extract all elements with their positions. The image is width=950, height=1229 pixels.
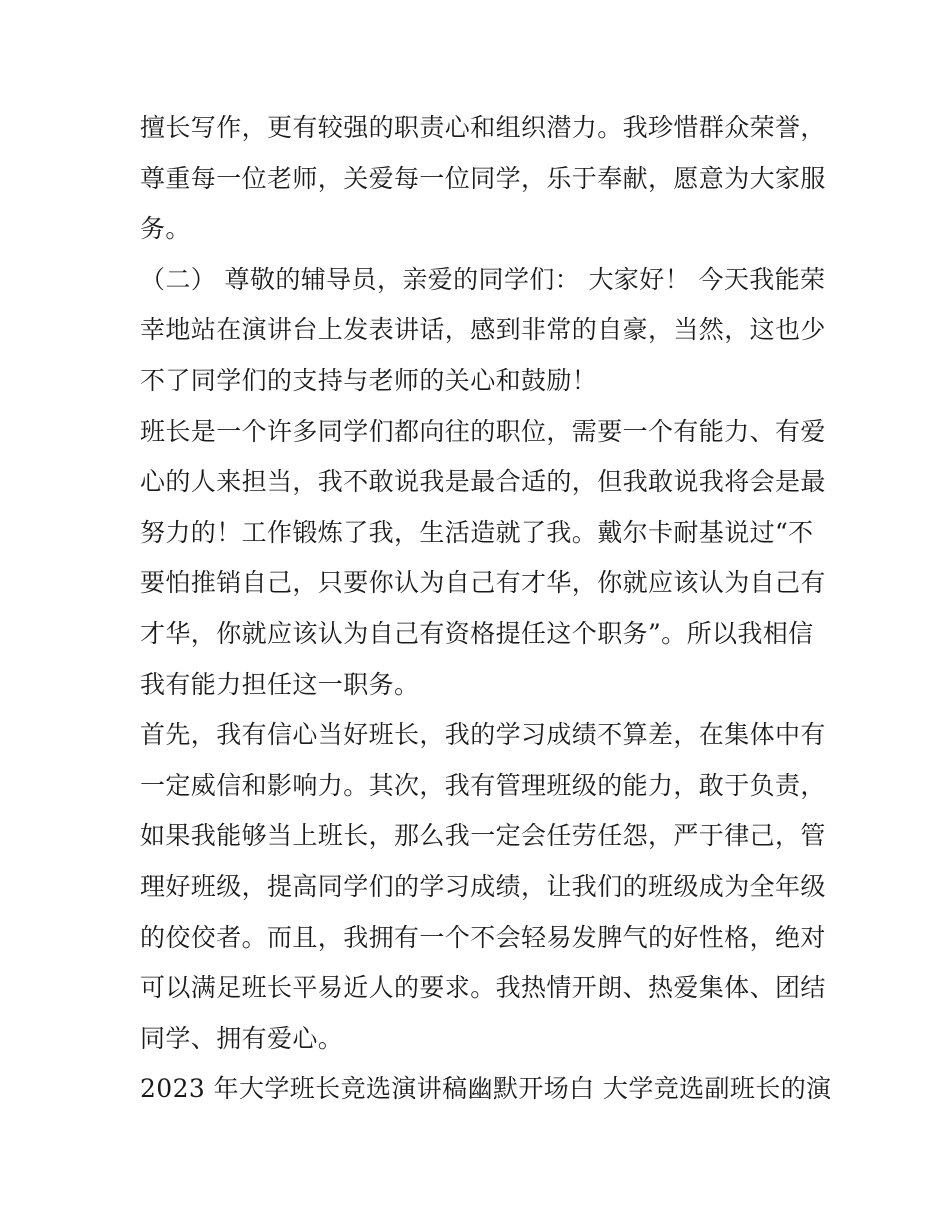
text-line: 要怕推销自己，只要你认为自己有才华，你就应该认为自己有: [140, 568, 826, 598]
text-line: 理好班级，提高同学们的学习成绩，让我们的班级成为全年级: [140, 871, 826, 901]
text-line: 心的人来担当，我不敢说我是最合适的，但我敢说我将会是最: [140, 467, 826, 497]
text-line: 2023 年大学班长竞选演讲稿幽默开场白 大学竞选副班长的演: [140, 1074, 832, 1104]
text-line: 同学、拥有爱心。: [140, 1023, 344, 1053]
text-line: 不了同学们的支持与老师的关心和鼓励！: [140, 365, 598, 395]
text-line: 务。: [140, 214, 191, 244]
text-line: 尊重每一位老师，关爱每一位同学，乐于奉献，愿意为大家服: [140, 163, 826, 193]
text-line: 我有能力担任这一职务。: [140, 669, 420, 699]
text-line: 才华，你就应该认为自己有资格提任这个职务”。所以我相信: [140, 618, 814, 648]
text-line: 幸地站在演讲台上发表讲话，感到非常的自豪，当然，这也少: [140, 315, 826, 345]
text-line: 首先，我有信心当好班长，我的学习成绩不算差，在集体中有: [140, 720, 826, 750]
text-line: 努力的！工作锻炼了我，生活造就了我。戴尔卡耐基说过“不: [140, 517, 814, 547]
text-line: 可以满足班长平易近人的要求。我热情开朗、热爱集体、团结: [140, 973, 826, 1003]
text-line: 班长是一个许多同学们都向往的职位，需要一个有能力、有爱: [140, 416, 826, 446]
text-line: 的佼佼者。而且，我拥有一个不会轻易发脾气的好性格，绝对: [140, 922, 826, 952]
text-line: 如果我能够当上班长，那么我一定会任劳任怨，严于律己，管: [140, 821, 826, 851]
text-line: （二） 尊敬的辅导员，亲爱的同学们： 大家好！ 今天我能荣: [140, 264, 826, 294]
document-body: [140, 103, 832, 1115]
text-line: 擅长写作，更有较强的职责心和组织潜力。我珍惜群众荣誉，: [140, 113, 826, 142]
text-line: 一定威信和影响力。其次，我有管理班级的能力，敢于负责，: [140, 770, 826, 800]
